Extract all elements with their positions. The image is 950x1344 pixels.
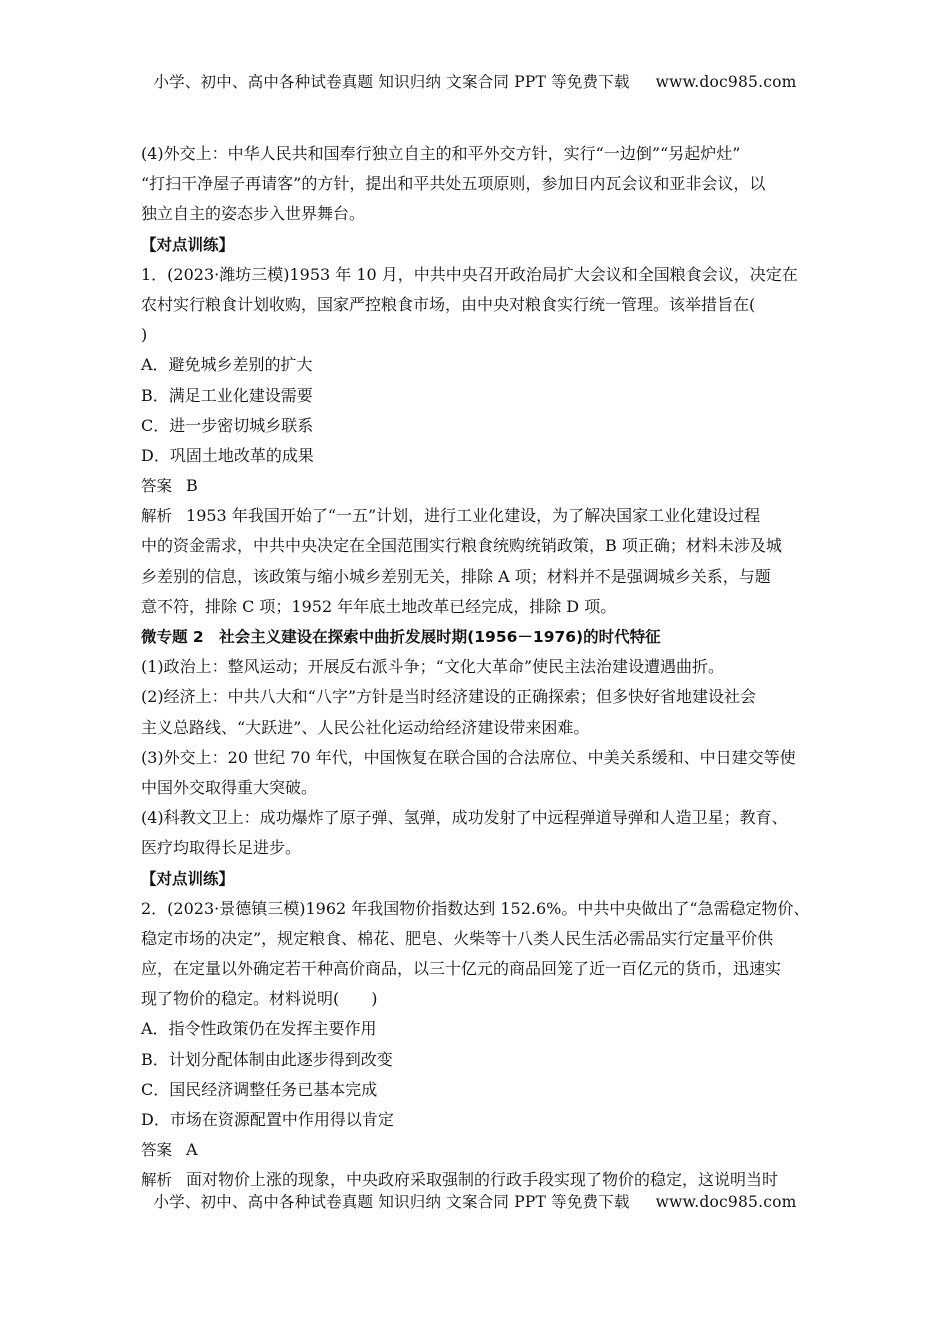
q1-analysis-line-4: 意不符，排除 C 项；1952 年年底土地改革已经完成，排除 D 项。 bbox=[141, 596, 617, 616]
q1-analysis-label: 解析 bbox=[141, 507, 173, 526]
topic2-line-3: 主义总路线、“大跃进”、人民公社化运动给经济建设带来困难。 bbox=[141, 717, 590, 737]
topic2-line-6: (4)科教文卫上：成功爆炸了原子弹、氢弹，成功发射了中远程弹道导弹和人造卫星；教育、 bbox=[141, 808, 788, 828]
q2-option-a: A．指令性政策仍在发挥主要作用 bbox=[141, 1019, 377, 1039]
practice-heading-2: 【对点训练】 bbox=[141, 869, 235, 888]
q1-option-a: A．避免城乡差别的扩大 bbox=[141, 355, 313, 375]
topic2-line-5: 中国外交取得重大突破。 bbox=[141, 777, 318, 797]
q2-analysis-label: 解析 bbox=[141, 1171, 173, 1190]
q1-option-c: C．进一步密切城乡联系 bbox=[141, 415, 314, 435]
q2-analysis-text-1: 面对物价上涨的现象，中央政府采取强制的行政手段实现了物价的稳定，这说明当时 bbox=[186, 1170, 779, 1190]
q1-answer-label: 答案 bbox=[141, 477, 173, 496]
document-body bbox=[141, 139, 831, 1196]
q1-analysis-line-3: 乡差别的信息，该政策与缩小城乡差别无关，排除 A 项；材料并不是强调城乡关系，与题 bbox=[141, 566, 771, 586]
q1-analysis-text-1: 1953 年我国开始了“一五”计划，进行工业化建设，为了解决国家工业化建设过程 bbox=[186, 506, 761, 526]
q2-option-c: C．国民经济调整任务已基本完成 bbox=[141, 1079, 378, 1099]
topic1-foreign-line-3: 独立自主的姿态步入世界舞台。 bbox=[141, 204, 366, 224]
topic2-line-7: 医疗均取得长足进步。 bbox=[141, 838, 302, 858]
header-text: 小学、初中、高中各种试卷真题 知识归纳 文案合同 PPT 等免费下载 bbox=[153, 73, 630, 91]
topic2-line-4: (3)外交上：20 世纪 70 年代，中国恢复在联合国的合法席位、中美关系缓和、中日建交等使 bbox=[141, 747, 796, 767]
q1-option-d: D．巩固土地改革的成果 bbox=[141, 445, 314, 465]
q1-stem-line-1: 1．(2023·潍坊三模)1953 年 10 月，中共中央召开政治局扩大会议和全国粮食会议，决定在 bbox=[141, 264, 798, 284]
q2-stem-line-1: 2．(2023·景德镇三模)1962 年我国物价指数达到 152.6%。中共中央做出了“急需稳定物价、 bbox=[141, 898, 810, 918]
q2-option-d: D．市场在资源配置中作用得以肯定 bbox=[141, 1110, 394, 1129]
topic1-foreign-line-2: “打扫干净屋子再请客”的方针，提出和平共处五项原则，参加日内瓦会议和亚非会议，以 bbox=[141, 174, 766, 194]
page-footer bbox=[0, 1190, 950, 1212]
q2-stem-line-4: 现了物价的稳定。材料说明( ) bbox=[141, 989, 378, 1009]
q1-stem-line-3: ) bbox=[141, 325, 148, 345]
q2-stem-line-2: 稳定市场的决定”，规定粮食、棉花、肥皂、火柴等十八类人民生活必需品实行定量平价供 bbox=[141, 928, 774, 948]
page-header bbox=[0, 70, 950, 92]
q2-option-b: B．计划分配体制由此逐步得到改变 bbox=[141, 1049, 393, 1069]
topic2-title: 微专题 2 社会主义建设在探索中曲折发展时期(1956－1976)的时代特征 bbox=[141, 628, 661, 646]
footer-url: www.doc985.com bbox=[655, 1193, 797, 1211]
q2-answer-value: A bbox=[186, 1140, 198, 1160]
header-url: www.doc985.com bbox=[655, 73, 797, 91]
q1-option-b: B．满足工业化建设需要 bbox=[141, 385, 313, 405]
topic2-line-1: (1)政治上：整风运动；开展反右派斗争；“文化大革命”使民主法治建设遭遇曲折。 bbox=[141, 657, 725, 677]
practice-heading-1: 【对点训练】 bbox=[141, 235, 235, 254]
topic2-line-2: (2)经济上：中共八大和“八字”方针是当时经济建设的正确探索；但多快好省地建设社会 bbox=[141, 687, 757, 707]
q1-analysis-line-2: 中的资金需求，中共中央决定在全国范围实行粮食统购统销政策，B 项正确；材料未涉及城 bbox=[141, 536, 782, 556]
q2-answer bbox=[141, 1135, 831, 1165]
q1-answer bbox=[141, 471, 831, 501]
topic1-foreign-line-1: (4)外交上：中华人民共和国奉行独立自主的和平外交方针，实行“一边倒”“另起炉灶” bbox=[141, 144, 741, 163]
q1-stem-line-2: 农村实行粮食计划收购，国家严控粮食市场，由中央对粮食实行统一管理。该举措旨在( bbox=[141, 294, 756, 314]
q1-analysis-line-1 bbox=[141, 501, 831, 531]
q2-answer-label: 答案 bbox=[141, 1141, 173, 1160]
footer-text: 小学、初中、高中各种试卷真题 知识归纳 文案合同 PPT 等免费下载 bbox=[153, 1193, 630, 1211]
q2-stem-line-3: 应，在定量以外确定若干种高价商品，以三十亿元的商品回笼了近一百亿元的货币，迅速实 bbox=[141, 959, 782, 979]
q1-answer-value: B bbox=[186, 476, 198, 496]
